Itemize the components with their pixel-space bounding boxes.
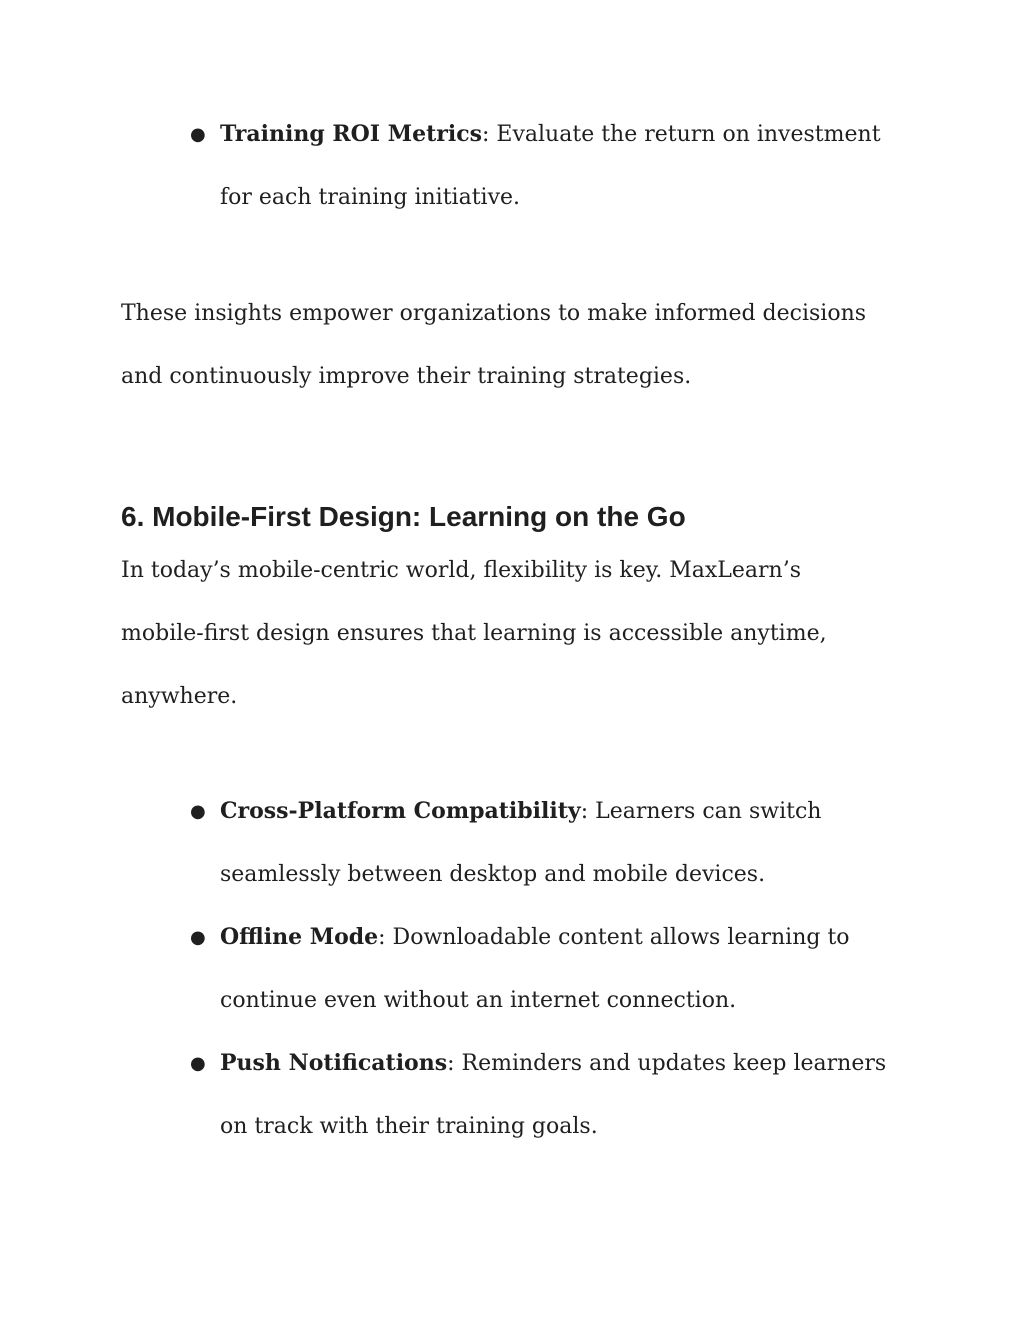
mobile-features-list — [188, 780, 908, 1158]
bullet-term: Offline Mode — [220, 924, 379, 950]
bullet-term: Push Notifications — [220, 1050, 448, 1076]
bullet-description: : Reminders and updates keep learners on track with their training goals. — [220, 1051, 887, 1139]
list-item — [188, 1032, 908, 1158]
bullet-description: : Evaluate the return on investment for each training initiative. — [220, 122, 881, 210]
bullet-description: : Downloadable content allows learning to continue even without an internet connection. — [220, 925, 850, 1013]
roi-bullet-list — [188, 103, 908, 229]
section-intro-paragraph: In today’s mobile-centric world, flexibility is key. MaxLearn’s mobile-first design ensures that learning is accessible anytime, anywhere. — [121, 558, 827, 709]
bullet-icon: ● — [190, 1053, 206, 1074]
list-item — [188, 103, 908, 229]
section-heading: 6. Mobile-First Design: Learning on the Go — [121, 501, 686, 532]
bullet-icon: ● — [190, 124, 206, 145]
insights-paragraph: These insights empower organizations to make informed decisions and continuously improve their training strategies. — [121, 301, 867, 389]
list-item — [188, 780, 908, 906]
bullet-icon: ● — [190, 801, 206, 822]
bullet-term: Training ROI Metrics — [220, 121, 483, 147]
list-item — [188, 906, 908, 1032]
bullet-term: Cross-Platform Compatibility — [220, 798, 581, 824]
bullet-icon: ● — [190, 927, 206, 948]
bullet-description: : Learners can switch seamlessly between desktop and mobile devices. — [220, 799, 822, 887]
